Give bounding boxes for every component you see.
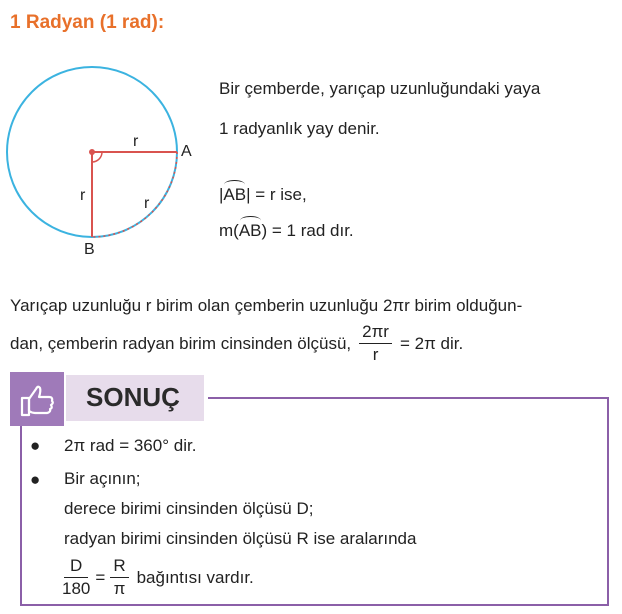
conclusion-top-border: [208, 397, 609, 399]
bullet-2-line-2: derece birimi cinsinden ölçüsü D;: [64, 499, 314, 518]
radian-diagram: [0, 60, 210, 260]
paragraph-line-2: dan, çemberin radyan birim cinsinden ölçüsü, $\frac{2\pi r}{r}$ = 2π dir.: [10, 322, 464, 364]
arc-measure: m(AB) = 1 rad dır.: [219, 221, 354, 240]
label-r-left: r: [80, 187, 86, 204]
arc-ab-dotted: [92, 152, 177, 237]
bullet-1-text: 2π rad = 360° dir.: [64, 436, 197, 455]
fraction-r-over-pi: $\frac{R}{\pi}$: [110, 556, 128, 599]
arc-ab-symbol: AB: [223, 185, 247, 204]
label-a: A: [181, 143, 192, 160]
bullet-2-line-1: Bir açının;: [64, 469, 141, 488]
paragraph-line-1: Yarıçap uzunluğu r birim olan çemberin uzunluğu 2πr birim olduğun-: [10, 296, 523, 315]
definition-line-1: Bir çemberde, yarıçap uzunluğundaki yaya: [219, 79, 541, 98]
thumbs-up-icon: [10, 372, 64, 426]
conversion-formula: $\frac{D}{180}$ = $\frac{R}{\pi}$ bağıntısı vardır.: [62, 556, 254, 598]
conclusion-badge: [10, 372, 64, 426]
conclusion-heading: SONUÇ: [86, 382, 180, 412]
fraction-2pir-over-r: $\frac{2\pi r}{r}$: [359, 322, 392, 365]
arc-length-condition: |AB| = r ise,: [219, 185, 307, 204]
fraction-d-over-180: $\frac{D}{180}$: [62, 556, 91, 598]
label-r-arc: r: [144, 195, 150, 212]
definition-line-2: 1 radyanlık yay denir.: [219, 119, 380, 138]
bullet-2-line-3: radyan birimi cinsinden ölçüsü R ise aralarında: [64, 529, 417, 548]
center-point: [89, 149, 95, 155]
bullet-dot: ●: [30, 470, 41, 489]
label-b: B: [84, 241, 95, 258]
section-title: 1 Radyan (1 rad):: [10, 12, 165, 33]
label-r-top: r: [133, 133, 139, 150]
arc-ab-symbol: AB: [238, 221, 262, 240]
bullet-dot: ●: [30, 436, 41, 455]
